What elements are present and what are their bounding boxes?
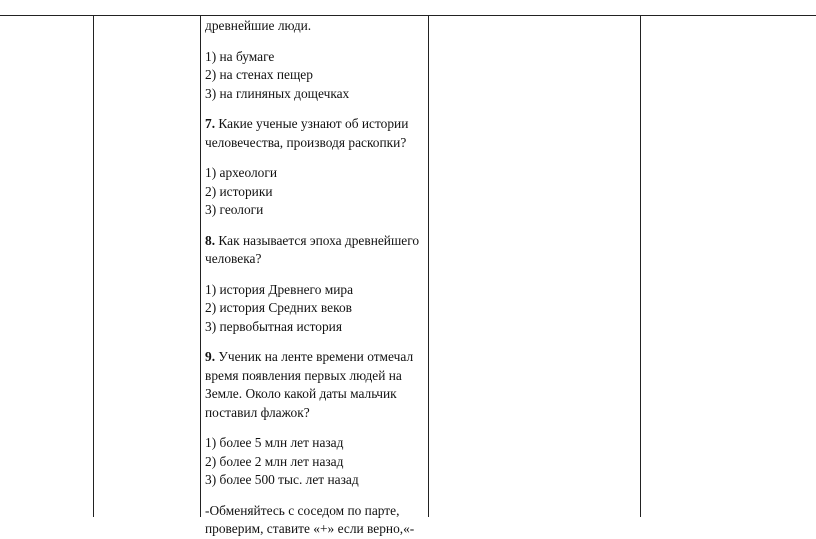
question-8-text-1: Как называется эпоха древнейшего bbox=[215, 232, 420, 248]
q8-option-2: 2) история Средних веков bbox=[205, 300, 352, 315]
question-8-text-2: человека? bbox=[205, 251, 262, 266]
outro-line-1: -Обменяйтесь с соседом по парте, bbox=[205, 502, 400, 518]
column-divider-1 bbox=[93, 15, 94, 517]
question-9 bbox=[205, 348, 425, 367]
question-9-text-2: время появления первых людей на bbox=[205, 367, 402, 383]
column-divider-3 bbox=[428, 15, 429, 517]
question-7-text-2: человечества, производя раскопки? bbox=[205, 134, 407, 150]
q8-option-3: 3) первобытная история bbox=[205, 318, 343, 334]
q9-option-3: 3) более 500 тыс. лет назад bbox=[205, 472, 359, 487]
q6-option-1: 1) на бумаге bbox=[205, 48, 275, 64]
quiz-cell bbox=[205, 17, 425, 539]
q9-option-1: 1) более 5 млн лет назад bbox=[205, 435, 344, 450]
outro-line-2: проверим, ставите «+» если верно,«- bbox=[205, 521, 415, 536]
question-9-text-1: Ученик на ленте времени отмечал bbox=[215, 349, 414, 364]
question-7-number: 7. bbox=[205, 116, 216, 131]
table-top-border bbox=[0, 15, 816, 16]
question-8 bbox=[205, 232, 425, 251]
q8-option-1: 1) история Древнего мира bbox=[205, 281, 354, 297]
question-9-number: 9. bbox=[205, 349, 216, 364]
q6-option-2: 2) на стенах пещер bbox=[205, 67, 313, 82]
q6-option-3: 3) на глиняных дощечках bbox=[205, 85, 350, 101]
q7-option-3: 3) геологи bbox=[205, 202, 264, 217]
question-7-text-1: Какие ученые узнают об истории bbox=[215, 116, 409, 131]
column-divider-4 bbox=[640, 15, 641, 517]
question-9-text-4: поставил флажок? bbox=[205, 404, 310, 420]
column-divider-2 bbox=[200, 15, 201, 517]
question-8-number: 8. bbox=[205, 232, 216, 248]
intro-line: древнейшие люди. bbox=[205, 18, 312, 33]
question-7 bbox=[205, 115, 425, 134]
q7-option-1: 1) археологи bbox=[205, 165, 278, 180]
q7-option-2: 2) историки bbox=[205, 183, 273, 199]
question-9-text-3: Земле. Около какой даты мальчик bbox=[205, 386, 397, 401]
q9-option-2: 2) более 2 млн лет назад bbox=[205, 453, 344, 469]
